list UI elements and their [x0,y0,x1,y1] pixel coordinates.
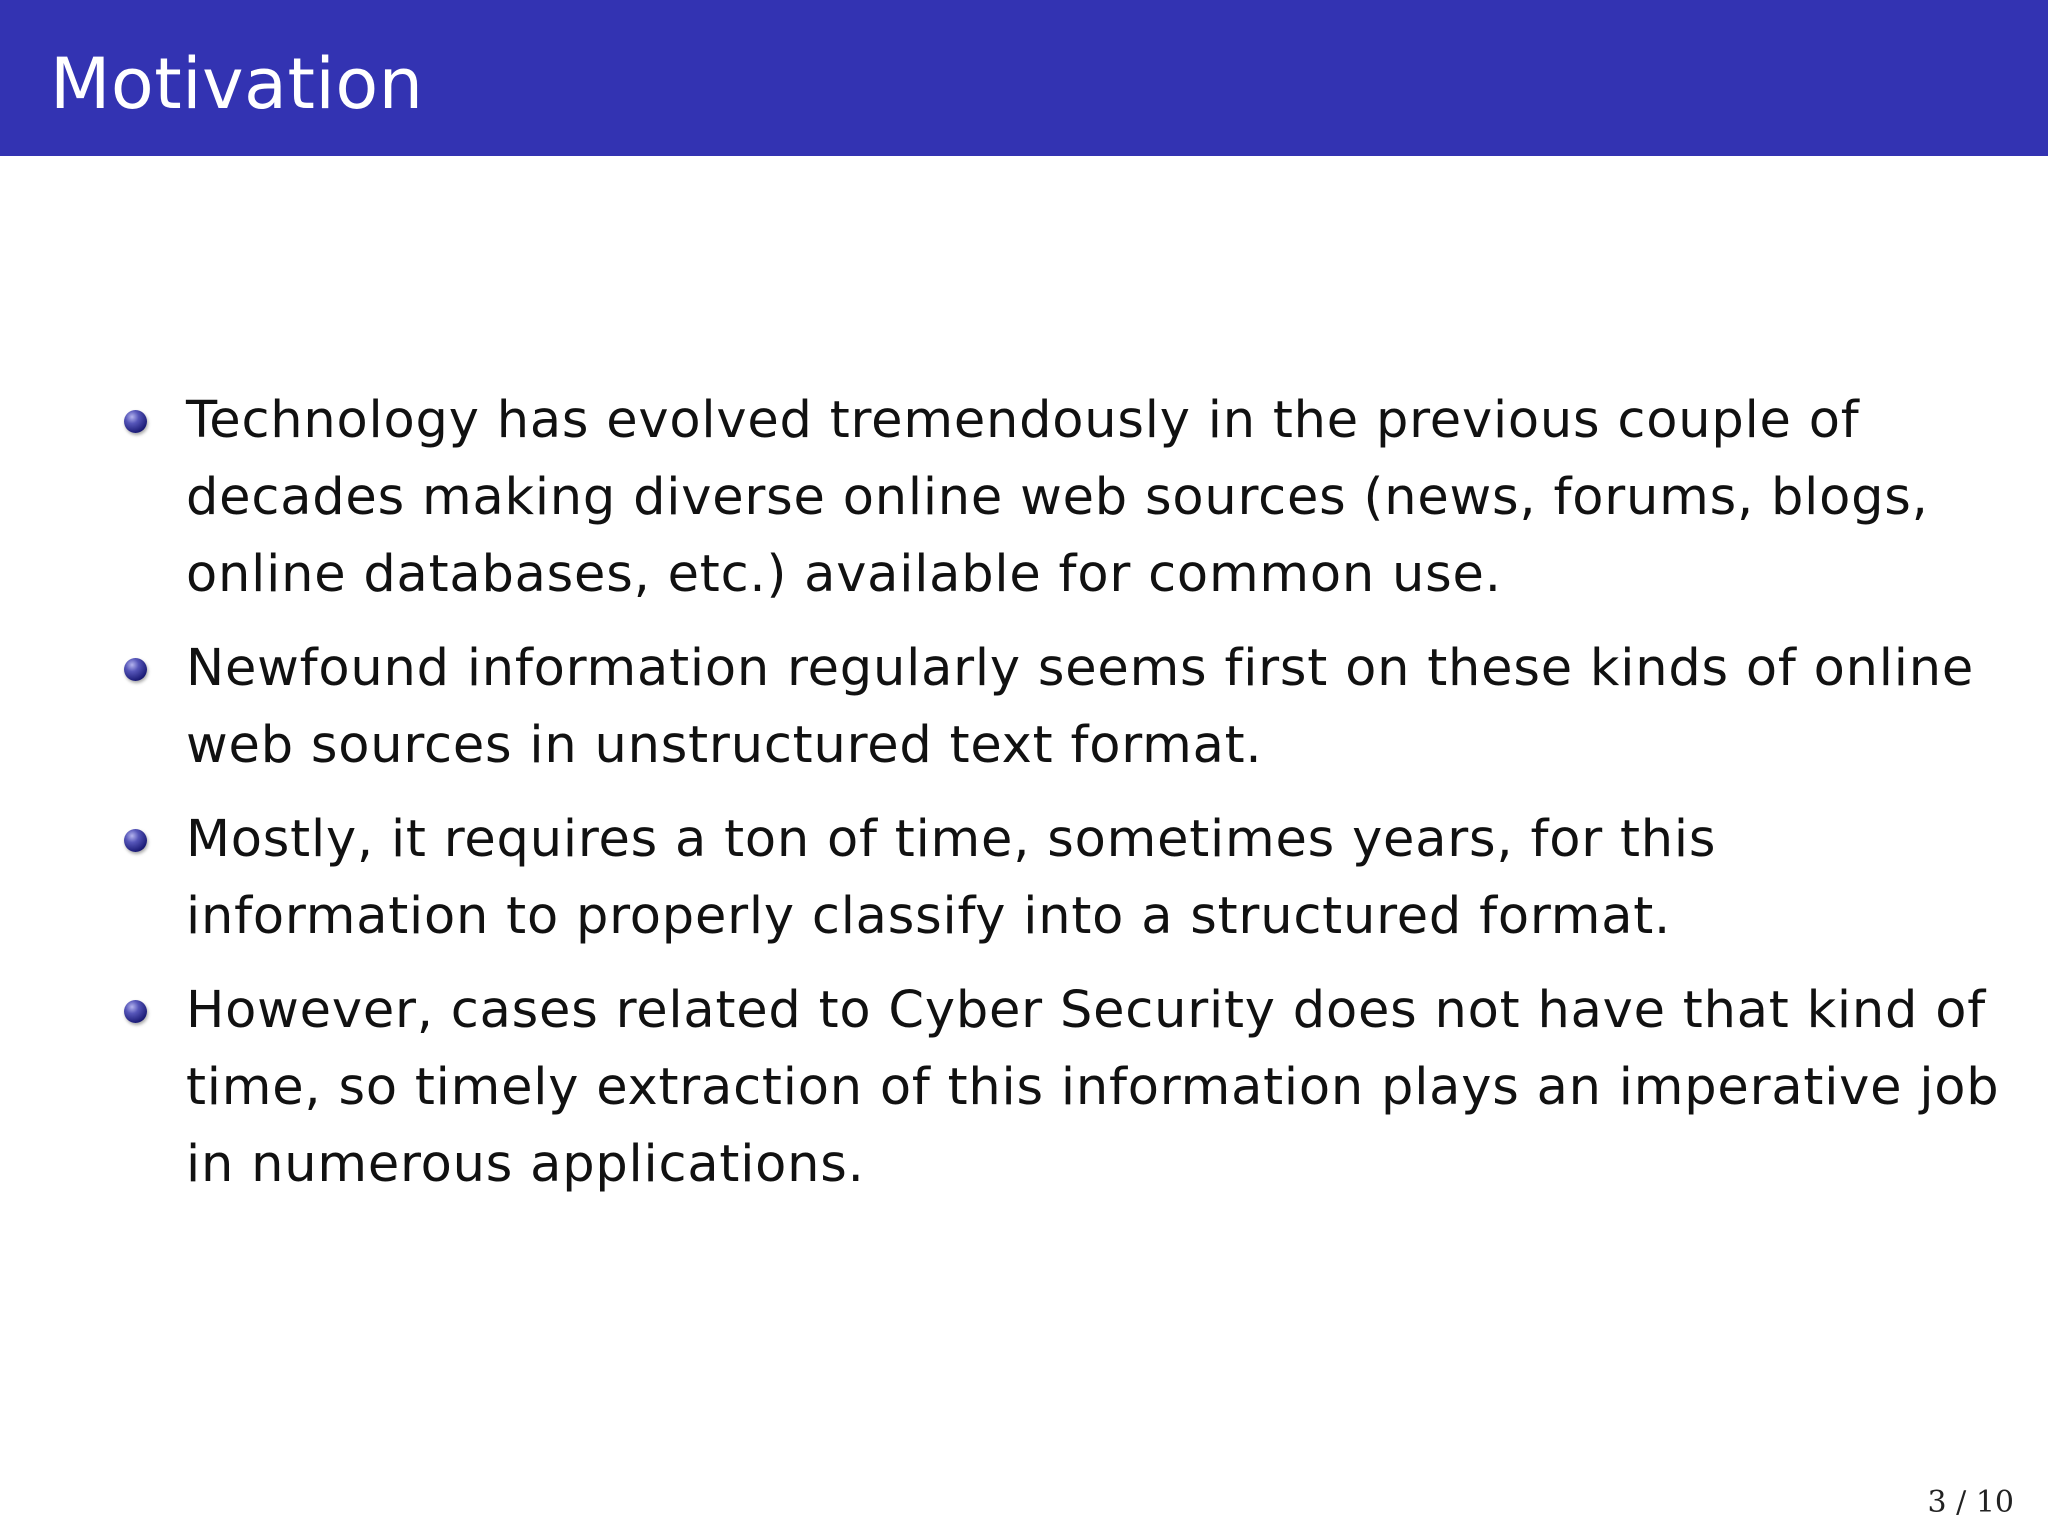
ball-bullet-icon [124,658,147,681]
bullet-list [124,382,2004,1220]
ball-bullet-icon [124,1000,147,1023]
ball-bullet-icon [124,829,147,852]
slide-title: Motivation [50,43,424,125]
list-item [124,801,2004,955]
bullet-text: Technology has evolved tremendously in the previous couple of decades making diverse online web sources (news, forums, blogs, online databases, etc.) available for common use. [186,391,1929,604]
bullet-text: Mostly, it requires a ton of time, sometimes years, for this information to properly classify into a structured format. [186,810,1717,946]
list-item [124,382,2004,613]
bullet-text: However, cases related to Cyber Security does not have that kind of time, so timely extraction of this information plays an imperative job in numerous applications. [186,981,2000,1194]
bullet-text: Newfound information regularly seems first on these kinds of online web sources in unstructured text format. [186,639,1975,775]
title-bar [0,0,2048,156]
page-number: 3 / 10 [1927,1485,2014,1520]
list-item [124,630,2004,784]
list-item [124,972,2004,1203]
ball-bullet-icon [124,410,147,433]
